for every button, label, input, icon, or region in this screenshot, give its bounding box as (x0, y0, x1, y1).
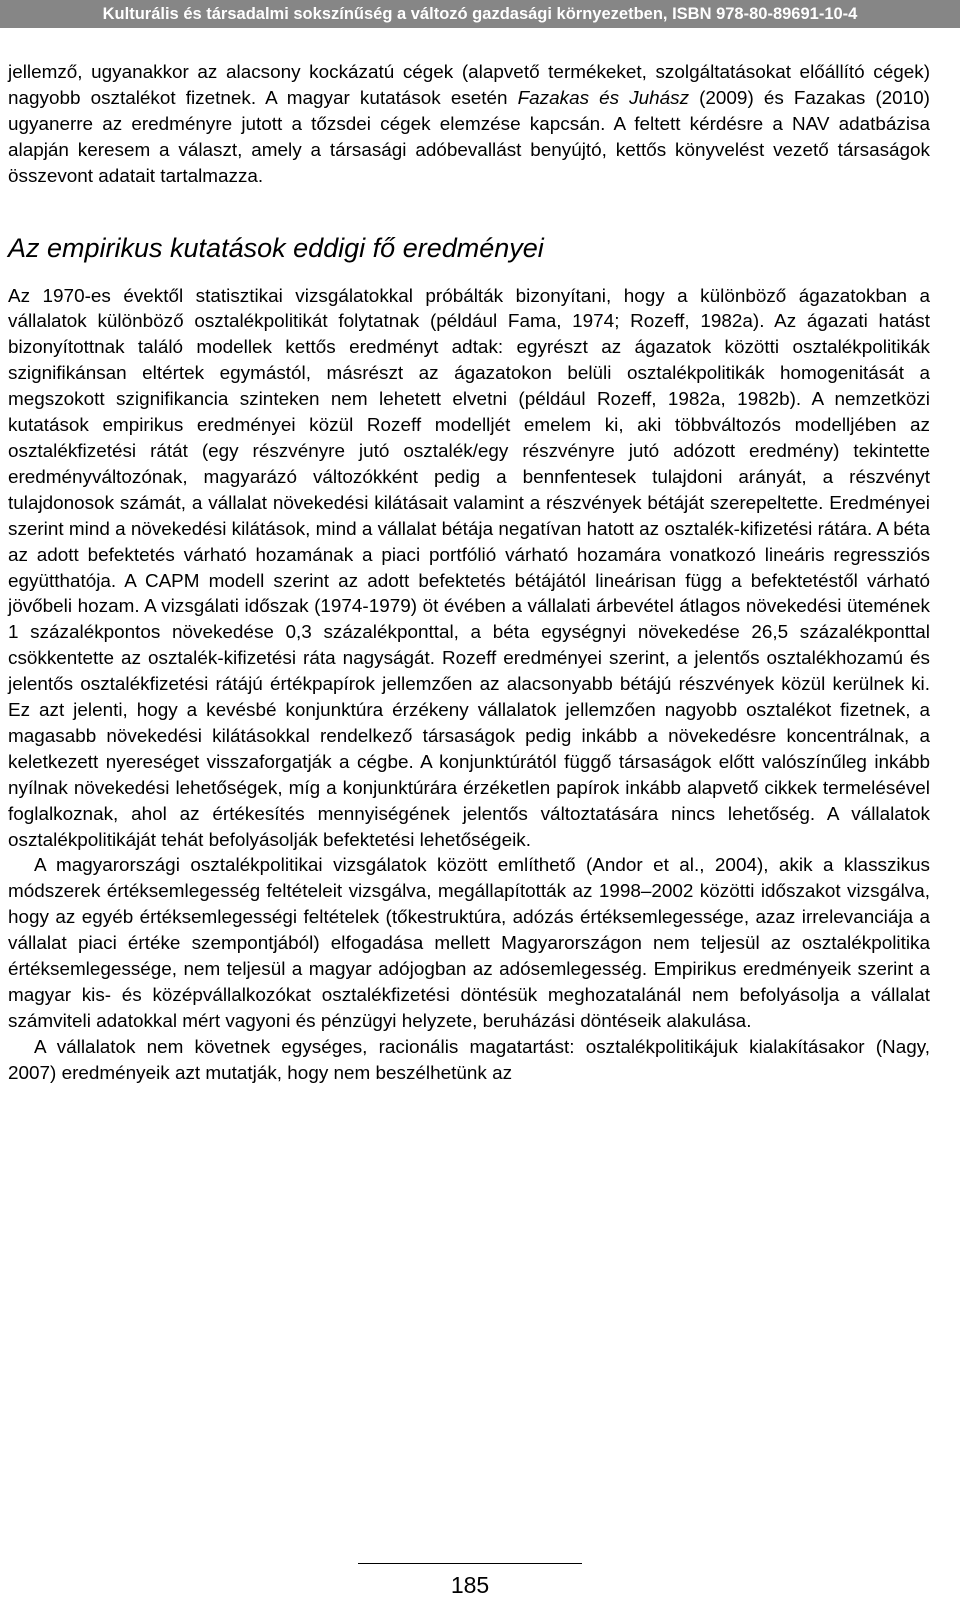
page-number: 185 (450, 1572, 490, 1598)
paragraph-hungarian-studies: A magyarországi osztalékpolitikai vizsgálatok között említhető (Andor et al., 2004), akik a klasszikus módszerek értéksemlegesség feltételeit vizsgálva, megállapították az 1998–2002 közötti időszakot vizsgálva, hogy az egyéb értéksemlegességi feltételek (tőkestruktúra, adózás értéksemlegessége, azaz irrelevanciája a vállalat piaci értéke szempontjából) elfogadása mellett Magyarországon nem teljesül az osztalékpolitika értéksemlegessége, nem teljesül a magyar adójogban az adósemlegesség. Empirikus eredményeik szerint a magyar kis- és középvállalkozókat osztalékfizetési döntésük meghozatalánál nem befolyásolja a vállalat számviteli adatokkal mért vagyoni és pénzügyi helyzete, beruházási döntéseik alakulása. (8, 855, 930, 1032)
paragraph-intro-part-2: (2009) és Fazakas (2010) ugyanerre az eredményre jutott a tőzsdei cégek elemzése kapcsán. A feltett kérdésre a NAV adatbázisa alapján keresem a választ, amely a társasági adóbevallást benyújtó, kettős könyvelést vezető társaságok összevont adatait tartalmazza. (8, 87, 930, 187)
paragraph-empirical-results: Az 1970-es évektől statisztikai vizsgálatokkal próbálták bizonyítani, hogy a különböző ágazatokban a vállalatok különböző osztalékpolitikát folytatnak (például Fama, 1974; Rozeff, 1982a). Az ágazati hatást bizonyítottnak találó modellek kettős eredményt adtak: egyrészt az ágazatok közötti osztalékpolitikák szignifikánsan eltértek egymástól, másrészt az ágazatokon belüli osztalékpolitikák homogenitását a megszokott szignifikancia szinteken nem lehetett elvetni (például Rozeff, 1982a, 1982b). A nemzetközi kutatások empirikus eredményei közül Rozeff modelljét emelem ki, aki többváltozós modelljében az osztalékfizetési rátát (egy részvényre jutó osztalék/egy részvényre jutó adózott eredmény) tekintette eredményváltozónak, magyarázó változókként pedig a bennfentesek tulajdoni arányát, a részvényt tulajdonosok számát, a vállalat növekedési kilátásait valamint a részvények bétáját szerepeltette. Eredményei szerint mind a növekedési kilátások, mind a vállalat bétája negatívan hatott az osztalék-kifizetési rátára. A béta az adott befektetés várható hozamának a piaci portfólió várható hozamára vonatkozó lineáris regressziós együtthatója. A CAPM modell szerint az adott befektetés bétájától lineárisan függ a befektetéstől várható jövőbeli hozam. A vizsgálati időszak (1974-1979) öt évében a vállalati árbevétel átlagos növekedési ütemének 1 százalékpontos növekedése 0,3 százalékponttal, a béta egységnyi növekedése 26,5 százalékponttal csökkentette az osztalék-kifizetési ráta nagyságát. Rozeff eredményei szerint, a jelentős osztalékhozamú és jelentős osztalékfizetési rátájú értékpapírok jellemzően az alacsonyabb bétájú részvények közül kerülnek ki. Ez azt jelenti, hogy a kevésbé konjunktúra érzékeny vállalatok jellemzően nagyobb osztalékot fizetnek, a magasabb növekedési kilátásokkal rendelkező társaságok pedig inkább a növekedésre koncentrálnak, a keletkezett nyereséget visszaforgatják a cégbe. A konjunktúrától függő társaságok előtt valószínűleg inkább nyílnak növekedési lehetőségek, míg a konjunktúrára érzéketlen papírok inkább alapvető cikkek termelésével foglalkoznak, ahol az értékesítés mennyiségének jelentős változtatására nincs lehetőség. A vállalatok osztalékpolitikáját tehát befolyásolják befektetési lehetőségeik. (8, 285, 930, 851)
running-header-title: Kulturális és társadalmi sokszínűség a változó gazdasági környezetben, ISBN 978-80-89691-10-4 (102, 5, 858, 23)
running-header (0, 0, 960, 28)
paragraph-intro (8, 60, 930, 190)
footer-divider (358, 1563, 582, 1564)
paragraph-intro-part-1: jellemző, ugyanakkor az alacsony kockázatú cégek (alapvető termékeket, szolgáltatásokat előállító cégek) nagyobb osztalékot fizetnek. A magyar kutatások esetén (8, 62, 930, 109)
section-heading: Az empirikus kutatások eddigi fő eredményei (8, 232, 544, 263)
author-citation-italic: Fazakas és Juhász (517, 87, 690, 109)
document-body (8, 60, 930, 1087)
paragraph-rational-behavior: A vállalatok nem követnek egységes, racionális magatartást: osztalékpolitikájuk kialakításakor (Nagy, 2007) eredményeik azt mutatják, hogy nem beszélhetünk az (8, 1036, 930, 1084)
